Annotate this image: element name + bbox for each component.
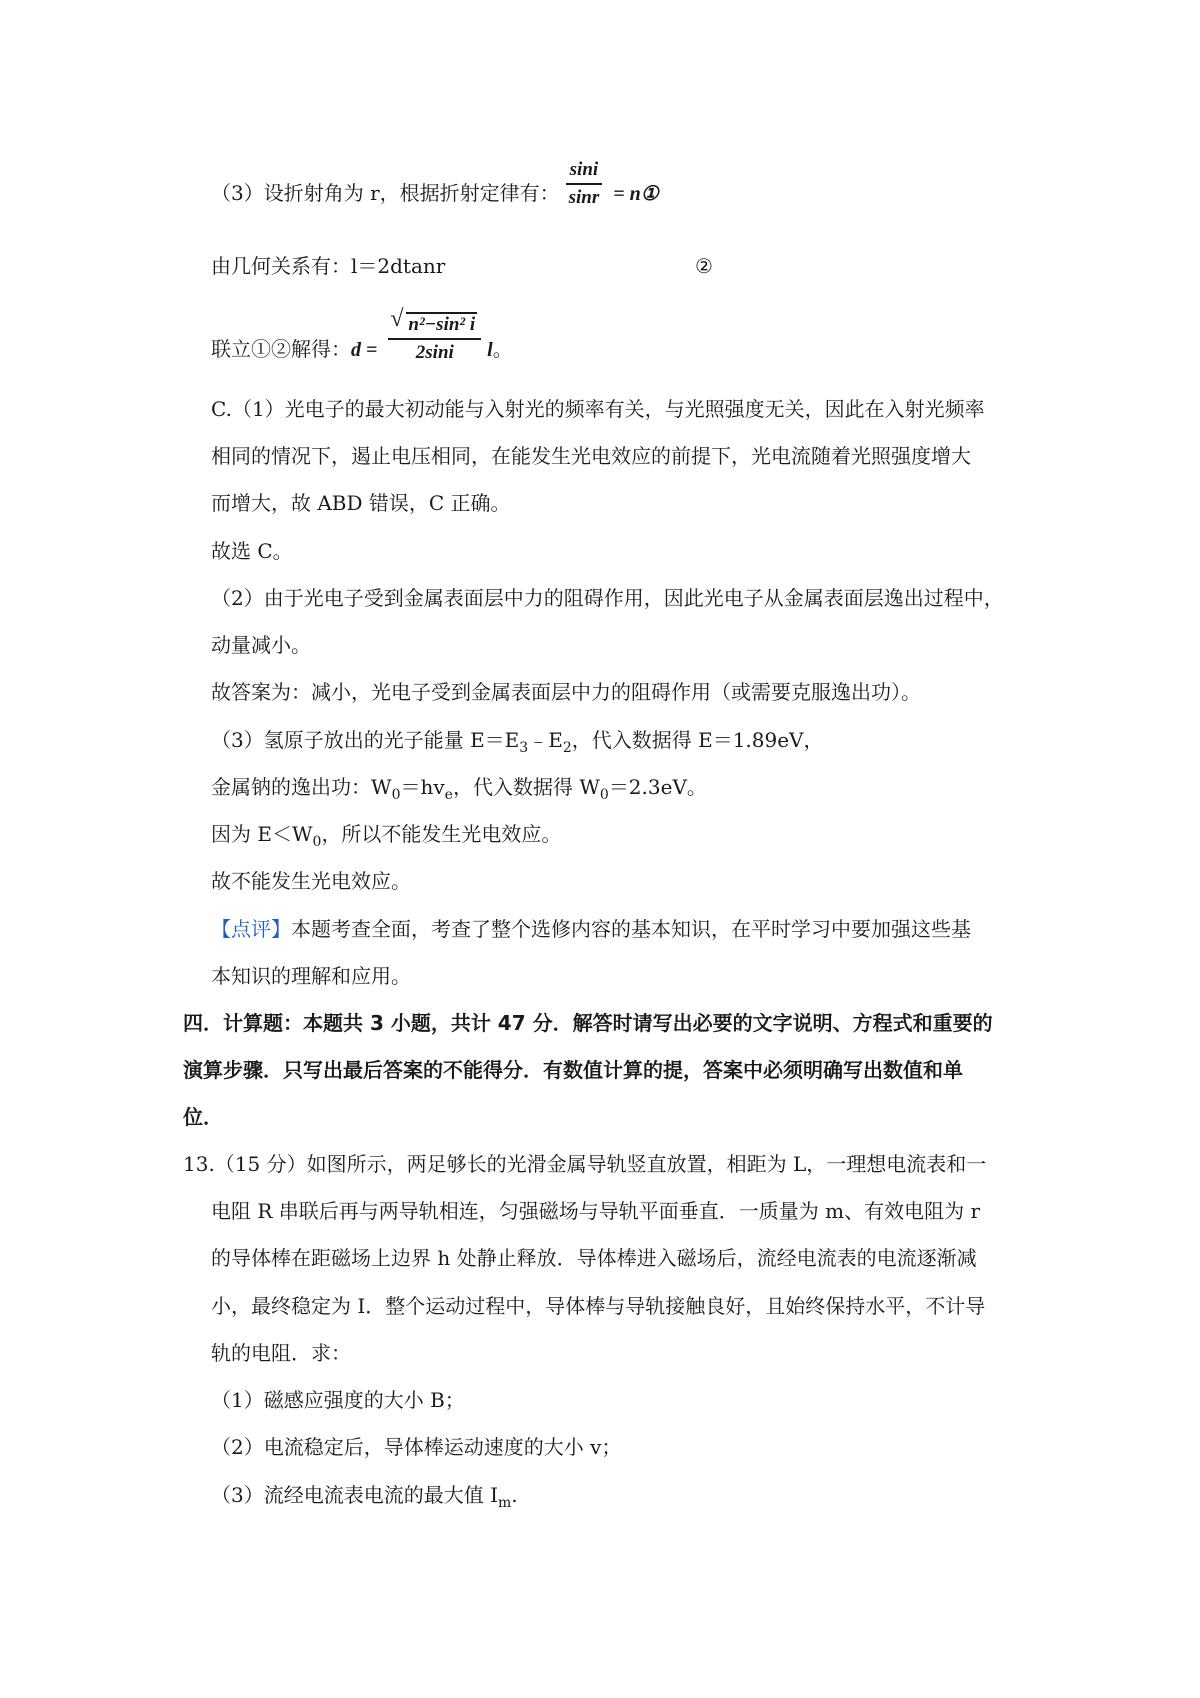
sub-0-c: 0 (312, 834, 322, 850)
c1-line3: 而增大，故 ABD 错误，C 正确。 (211, 491, 511, 515)
c2-line2: 动量减小。 (211, 633, 311, 657)
comment-line1 (211, 916, 971, 942)
c3-l2d: ＝2.3eV。 (608, 775, 707, 799)
equation-two-marker: ② (695, 254, 713, 278)
sub-e: e (444, 787, 453, 803)
c1-line4: 故选 C。 (211, 539, 293, 563)
c3-l1b: ﹣E (528, 728, 563, 752)
c3-line3 (211, 821, 561, 855)
q13-p3b: . (511, 1483, 518, 1507)
q13-part3 (211, 1482, 518, 1516)
c3-l2b: ＝hv (400, 775, 445, 799)
sub-0: 0 (391, 787, 401, 803)
q13-line2: 电阻 R 串联后再与两导轨相连，匀强磁场与导轨平面垂直．一质量为 m、有效电阻为 r (211, 1199, 981, 1223)
q13-part2: （2）电流稳定后，导体棒运动速度的大小 v； (211, 1435, 622, 1459)
d-tail-l: l (487, 339, 493, 361)
q13-line5: 轨的电阻．求： (211, 1341, 351, 1365)
fraction-numerator: sini (566, 159, 603, 185)
q13-line4: 小，最终稳定为 I．整个运动过程中，导体棒与导轨接触良好，且始终保持水平，不计导 (211, 1294, 986, 1318)
equation-one-rhs: = n① (608, 183, 659, 205)
c3-l2a: 金属钠的逸出功：W (211, 775, 392, 799)
square-root-expression: √ n²−sin² i (406, 312, 477, 336)
c3-l3a: 因为 E＜W (211, 822, 313, 846)
c3-line1 (211, 727, 824, 761)
period: 。 (492, 337, 513, 361)
sub-2: 2 (562, 740, 572, 756)
c1-line2: 相同的情况下，遏止电压相同，在能发生光电效应的前提下，光电流随着光照强度增大 (211, 444, 971, 468)
geometry-relation-line (211, 253, 445, 279)
q13-p3a: （3）流经电流表电流的最大值 I (211, 1483, 498, 1507)
refraction-text: （3）设折射角为 r，根据折射定律有： (211, 181, 560, 205)
geometry-relation-text: 由几何关系有：l＝2dtanr (211, 254, 446, 278)
c1-line1: C.（1）光电子的最大初动能与入射光的频率有关，与光照强度无关，因此在入射光频率 (211, 397, 985, 421)
sub-m: m (497, 1495, 512, 1511)
c2-line3: 故答案为：减小，光电子受到金属表面层中力的阻碍作用（或需要克服逸出功）。 (211, 680, 921, 704)
section4-line3: 位． (183, 1105, 223, 1129)
section4-line2: 演算步骤．只写出最后答案的不能得分．有数值计算的提，答案中必须明确写出数值和单 (183, 1058, 963, 1082)
comment-tag: 【点评】 (211, 917, 291, 941)
c3-l3b: ，所以不能发生光电效应。 (321, 822, 562, 846)
q13-line1: 13.（15 分）如图所示，两足够长的光滑金属导轨竖直放置，相距为 L，一理想电流表和一 (183, 1152, 987, 1176)
d-fraction (388, 312, 481, 364)
comment-text1: 本题考查全面，考查了整个选修内容的基本知识，在平时学习中要加强这些基 (291, 917, 971, 941)
c3-l1c: ，代入数据得 E＝1.89eV， (571, 728, 824, 752)
solution-d-line (211, 313, 513, 364)
refraction-equation-line (211, 158, 659, 209)
q13-line3: 的导体棒在距磁场上边界 h 处静止释放．导体棒进入磁场后，流经电流表的电流逐渐减 (211, 1246, 977, 1270)
c2-line1: （2）由于光电子受到金属表面层中力的阻碍作用，因此光电子从金属表面层逸出过程中， (211, 586, 1004, 610)
d-equals: d = (351, 339, 383, 361)
c3-line4: 故不能发生光电效应。 (211, 869, 411, 893)
comment-line2: 本知识的理解和应用。 (211, 964, 411, 988)
c3-l2c: ，代入数据得 W (452, 775, 600, 799)
fraction-denominator: 2sini (415, 341, 454, 363)
c3-line2 (211, 774, 707, 808)
sub-0-b: 0 (599, 787, 609, 803)
q13-part1: （1）磁感应强度的大小 B； (211, 1388, 465, 1412)
fraction-numerator-root (388, 312, 481, 340)
fraction-denominator: sinr (568, 186, 600, 208)
section4-line1: 四．计算题：本题共 3 小题，共计 47 分．解答时请写出必要的文字说明、方程式和重要的 (183, 1011, 993, 1035)
sub-3: 3 (519, 740, 529, 756)
sini-over-sinr-fraction (566, 159, 603, 209)
solution-prefix: 联立①②解得： (211, 337, 351, 361)
c3-l1a: （3）氢原子放出的光子能量 E＝E (211, 728, 520, 752)
